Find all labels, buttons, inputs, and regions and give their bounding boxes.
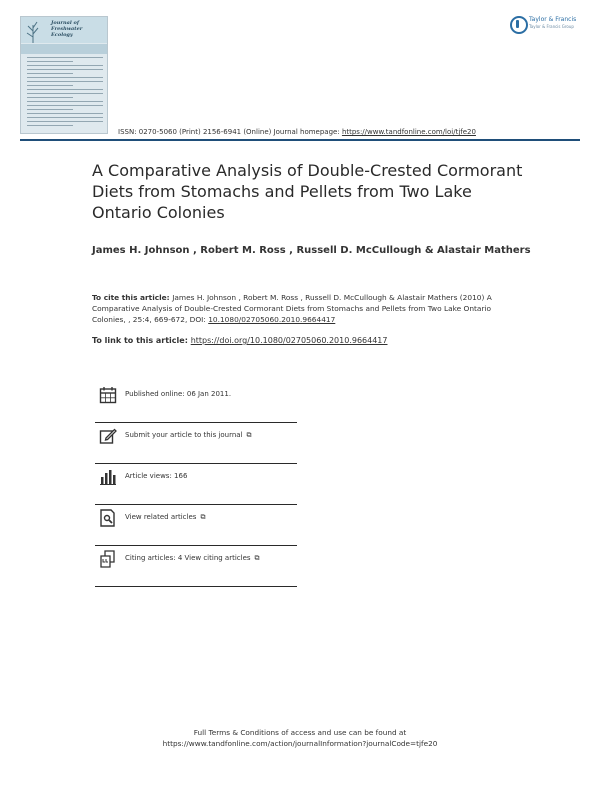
terms-line: Full Terms & Conditions of access and use can be found at [193, 728, 407, 737]
taylor-francis-logo-icon [510, 16, 528, 34]
search-document-icon [99, 509, 117, 527]
article-info-list [95, 382, 297, 587]
cover-journal-title: Journal of Freshwater Ecology [51, 20, 83, 38]
terms-url[interactable]: https://www.tandfonline.com/action/journalInformation?journalCode=tjfe20 [162, 739, 438, 748]
calendar-icon [99, 386, 117, 404]
cover-contents-lines [27, 57, 103, 129]
publisher-logo[interactable] [510, 16, 584, 36]
header-divider [20, 139, 580, 141]
issn-text: ISSN: 0270-5060 (Print) 2156-6941 (Online) Journal homepage: [118, 128, 342, 136]
external-link-icon: ⧉ [200, 513, 206, 521]
citing-articles-link[interactable]: Citing articles: 4 View citing articles ⧉ [125, 554, 260, 562]
cite-text: James H. Johnson , Robert M. Ross , Russell D. McCullough & Alastair Mathers (2010) A Comparative Analysis of Double-Crested Cormorant Diets from Stomachs and Pellets from Two Lake Ontario Colonies, , 25:4, 669-672, DOI: [92, 293, 492, 324]
issn-line [118, 128, 476, 136]
link-label: To link to this article: [92, 336, 191, 345]
cite-label: To cite this article: [92, 293, 173, 302]
published-online-text: Published online: 06 Jan 2011. [125, 390, 232, 398]
citing-articles-item[interactable] [95, 546, 297, 587]
related-articles-link[interactable]: View related articles ⧉ [125, 513, 206, 521]
external-link-icon: ⧉ [254, 554, 260, 562]
external-link-icon: ⧉ [246, 431, 252, 439]
article-views-text: Article views: 166 [125, 472, 188, 480]
plant-illustration-icon [24, 19, 42, 43]
journal-homepage-link[interactable]: https://www.tandfonline.com/loi/tjfe20 [341, 128, 476, 136]
article-authors: James H. Johnson , Robert M. Ross , Russell D. McCullough & Alastair Mathers [92, 245, 531, 256]
cover-band [21, 44, 107, 54]
bar-chart-icon [99, 468, 117, 486]
citation-icon [99, 550, 117, 568]
publisher-subname: Taylor & Francis Group [529, 24, 574, 29]
article-link[interactable]: https://doi.org/10.1080/02705060.2010.9664417 [190, 336, 388, 345]
terms-footer [0, 727, 600, 749]
journal-cover-image [20, 16, 108, 134]
submit-article-link[interactable]: Submit your article to this journal ⧉ [125, 431, 252, 439]
doi-link[interactable]: 10.1080/02705060.2010.9664417 [208, 315, 336, 324]
article-views-item [95, 464, 297, 505]
submit-article-item[interactable] [95, 423, 297, 464]
article-link-line [92, 336, 388, 345]
published-online-item [95, 382, 297, 423]
citation-block [92, 292, 522, 325]
edit-icon [99, 427, 117, 445]
related-articles-item[interactable] [95, 505, 297, 546]
publisher-name: Taylor & Francis [529, 16, 577, 23]
article-title: A Comparative Analysis of Double-Crested Cormorant Diets from Stomachs and Pellets from Two Lake Ontario Colonies [92, 161, 523, 222]
